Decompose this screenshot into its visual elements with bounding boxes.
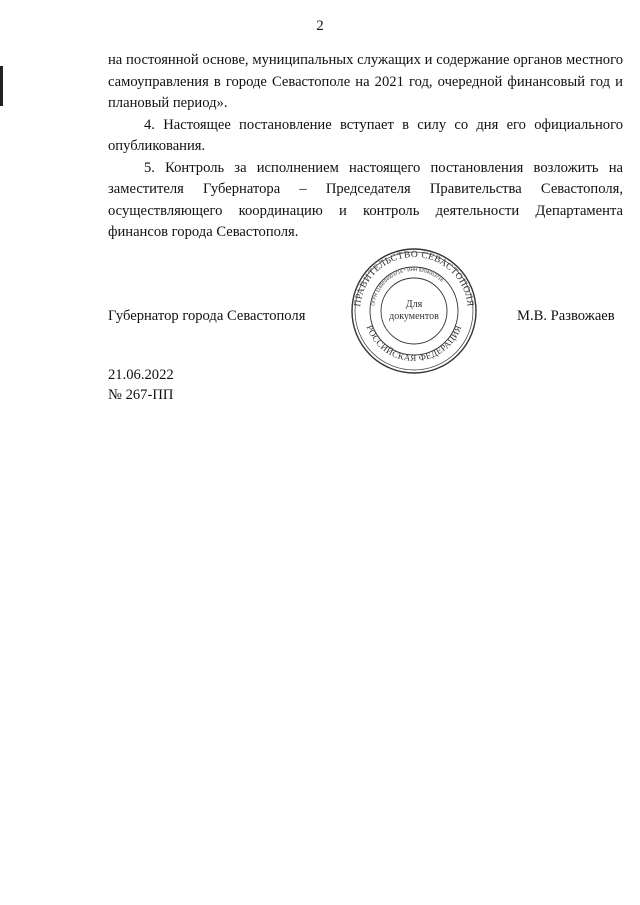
seal-center-line1: Для: [405, 299, 423, 310]
seal-outer-bottom-text: РОССИЙСКАЯ ФЕДЕРАЦИЯ: [364, 323, 464, 364]
document-date: 21.06.2022: [108, 367, 174, 383]
paragraph-4: 4. Настоящее постановление вступает в силу со дня его официального опубликования.: [108, 116, 623, 154]
seal-outer-text: ПРАВИТЕЛЬСТВО СЕВАСТОПОЛЯ: [353, 249, 475, 308]
seal-center-line2: документов: [389, 311, 439, 322]
scan-edge-mark: [0, 66, 3, 106]
official-seal: [349, 246, 479, 376]
body-text: [108, 50, 623, 244]
page-number: 2: [316, 18, 324, 34]
signature-title: Губернатор города Севастополя: [108, 308, 306, 324]
paragraph-5: 5. Контроль за исполнением настоящего постановления возложить на заместителя Губернатора – Председателя Правительства Севастополя, осуществляющего координацию и контроль деятельности Департамента финансов города Севастополя.: [108, 159, 623, 240]
document-number: № 267-ПП: [108, 387, 174, 403]
paragraph-continuation: на постоянной основе, муниципальных служащих и содержание органов местного самоуправления в городе Севастополе на 2021 год, очередной финансовый год и плановый период».: [108, 52, 623, 111]
signature-name: М.В. Развожаев: [517, 308, 615, 324]
seal-inner-text: ОГРН 1149204003716 * ИНН 9204003716: [370, 266, 445, 307]
